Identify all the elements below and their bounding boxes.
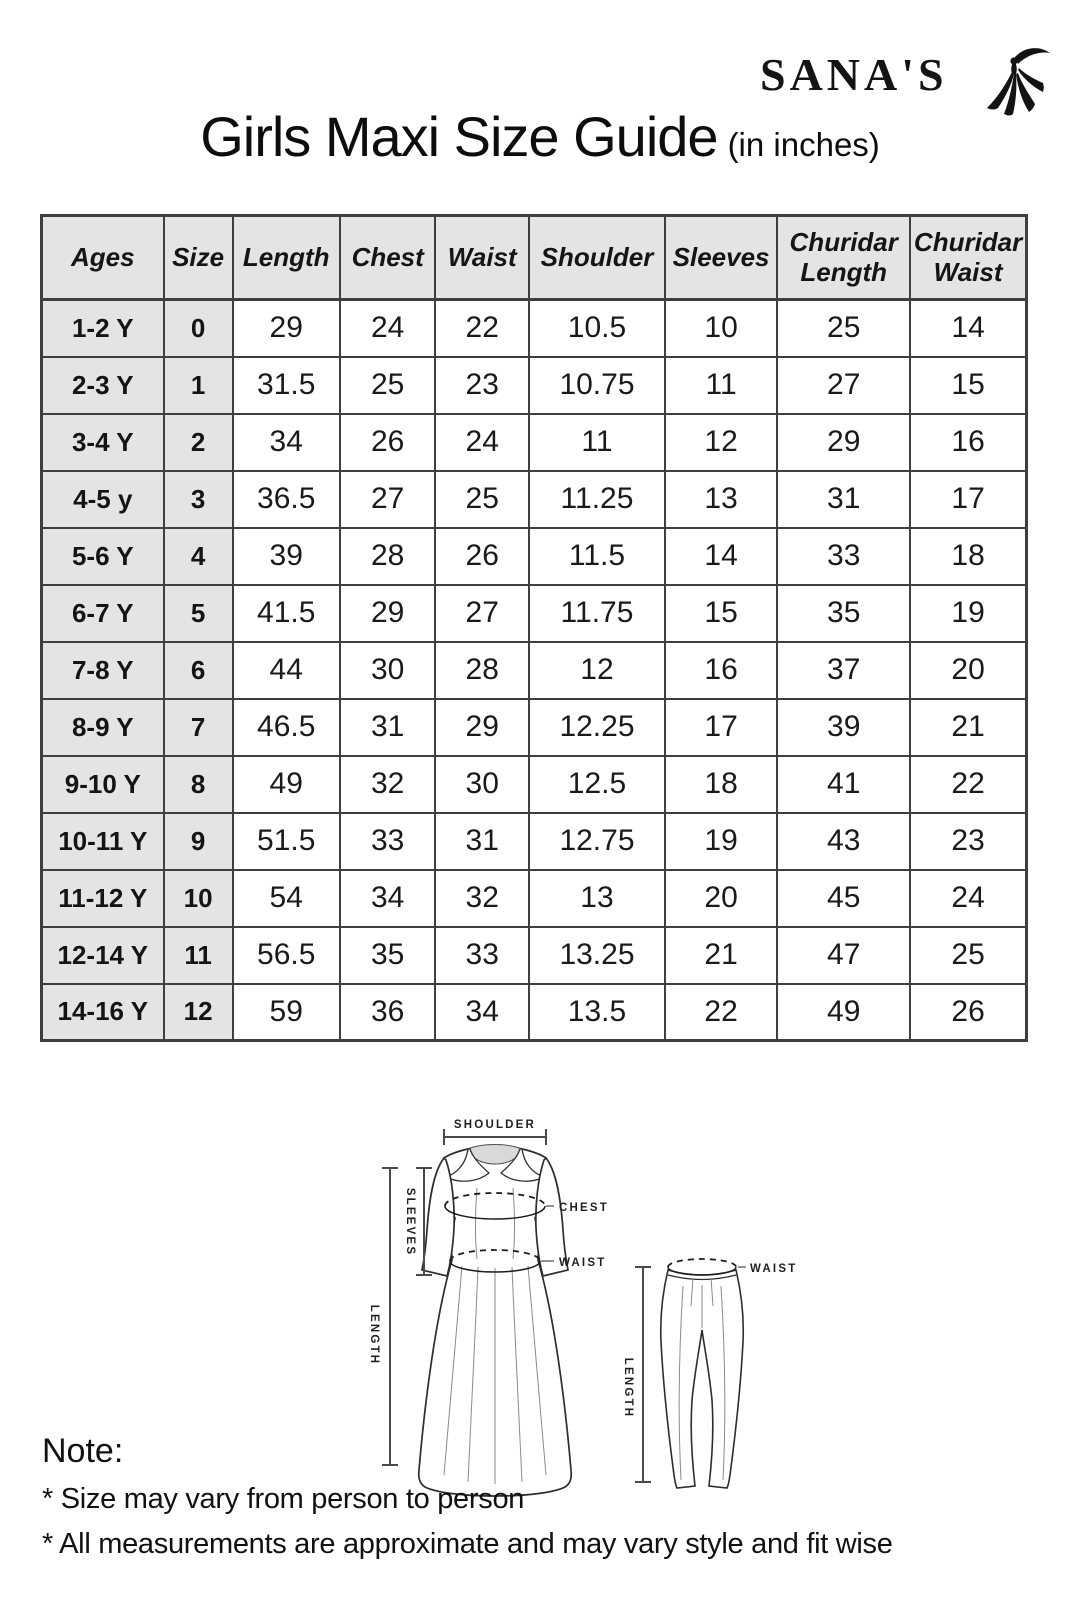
ages-cell: 11-12 Y [42,870,164,927]
value-cell: 39 [233,528,340,585]
sleeves-label: SLEEVES [404,1187,416,1257]
size-cell: 8 [164,756,233,813]
value-cell: 29 [340,585,436,642]
value-cell: 14 [910,300,1026,357]
value-cell: 11.5 [529,528,665,585]
value-cell: 37 [777,642,910,699]
value-cell: 43 [777,813,910,870]
value-cell: 29 [233,300,340,357]
value-cell: 47 [777,927,910,984]
column-header: Churidar Length [777,216,910,300]
value-cell: 27 [435,585,529,642]
value-cell: 26 [340,414,436,471]
ages-cell: 3-4 Y [42,414,164,471]
churidar-waist-label: WAIST [750,1263,798,1275]
dress-waist-label: WAIST [559,1257,607,1269]
value-cell: 36 [340,984,436,1041]
size-cell: 3 [164,471,233,528]
value-cell: 30 [435,756,529,813]
size-cell: 0 [164,300,233,357]
value-cell: 11.25 [529,471,665,528]
value-cell: 11.75 [529,585,665,642]
value-cell: 12.25 [529,699,665,756]
value-cell: 46.5 [233,699,340,756]
value-cell: 45 [777,870,910,927]
value-cell: 24 [340,300,436,357]
size-cell: 1 [164,357,233,414]
size-cell: 9 [164,813,233,870]
ages-cell: 7-8 Y [42,642,164,699]
value-cell: 12.5 [529,756,665,813]
value-cell: 22 [910,756,1026,813]
value-cell: 56.5 [233,927,340,984]
page-title-main: Girls Maxi Size Guide [200,105,718,168]
value-cell: 18 [665,756,777,813]
ages-cell: 9-10 Y [42,756,164,813]
value-cell: 41.5 [233,585,340,642]
page-title-unit: (in inches) [727,126,880,163]
value-cell: 34 [340,870,436,927]
value-cell: 15 [910,357,1026,414]
table-row [42,414,1027,471]
ages-cell: 4-5 y [42,471,164,528]
column-header: Chest [340,216,436,300]
table-row [42,642,1027,699]
value-cell: 35 [340,927,436,984]
value-cell: 19 [910,585,1026,642]
value-cell: 20 [910,642,1026,699]
size-cell: 12 [164,984,233,1041]
table-row [42,756,1027,813]
value-cell: 51.5 [233,813,340,870]
shoulder-label: SHOULDER [453,1119,537,1131]
ages-cell: 14-16 Y [42,984,164,1041]
value-cell: 13 [665,471,777,528]
churidar-length-label: LENGTH [622,1357,634,1419]
value-cell: 27 [777,357,910,414]
value-cell: 31 [340,699,436,756]
value-cell: 17 [665,699,777,756]
column-header: Size [164,216,233,300]
value-cell: 34 [233,414,340,471]
table-row [42,357,1027,414]
value-cell: 32 [435,870,529,927]
table-row [42,927,1027,984]
ages-cell: 1-2 Y [42,300,164,357]
value-cell: 59 [233,984,340,1041]
column-header: Sleeves [665,216,777,300]
value-cell: 39 [777,699,910,756]
value-cell: 10 [665,300,777,357]
size-cell: 7 [164,699,233,756]
value-cell: 31.5 [233,357,340,414]
value-cell: 12 [529,642,665,699]
value-cell: 16 [910,414,1026,471]
value-cell: 33 [340,813,436,870]
value-cell: 23 [435,357,529,414]
notes-section [42,1432,893,1561]
value-cell: 28 [340,528,436,585]
size-cell: 5 [164,585,233,642]
value-cell: 30 [340,642,436,699]
value-cell: 14 [665,528,777,585]
table-row [42,471,1027,528]
brand-name: SANA'S [760,49,948,100]
value-cell: 13.5 [529,984,665,1041]
value-cell: 34 [435,984,529,1041]
ages-cell: 2-3 Y [42,357,164,414]
size-table [40,214,1028,1042]
value-cell: 36.5 [233,471,340,528]
ages-cell: 5-6 Y [42,528,164,585]
value-cell: 49 [777,984,910,1041]
column-header: Ages [42,216,164,300]
value-cell: 28 [435,642,529,699]
table-row [42,300,1027,357]
value-cell: 12.75 [529,813,665,870]
ages-cell: 12-14 Y [42,927,164,984]
value-cell: 13.25 [529,927,665,984]
value-cell: 11 [529,414,665,471]
column-header: Churidar Waist [910,216,1026,300]
value-cell: 12 [665,414,777,471]
note-line: * All measurements are approximate and may vary style and fit wise [42,1528,893,1560]
table-row [42,984,1027,1041]
value-cell: 24 [435,414,529,471]
column-header: Length [233,216,340,300]
table-row [42,870,1027,927]
value-cell: 26 [910,984,1026,1041]
value-cell: 25 [777,300,910,357]
value-cell: 18 [910,528,1026,585]
value-cell: 33 [777,528,910,585]
value-cell: 31 [435,813,529,870]
value-cell: 13 [529,870,665,927]
value-cell: 10.75 [529,357,665,414]
ages-cell: 10-11 Y [42,813,164,870]
value-cell: 25 [910,927,1026,984]
size-cell: 4 [164,528,233,585]
value-cell: 29 [777,414,910,471]
value-cell: 54 [233,870,340,927]
value-cell: 41 [777,756,910,813]
value-cell: 25 [340,357,436,414]
value-cell: 35 [777,585,910,642]
size-cell: 10 [164,870,233,927]
value-cell: 25 [435,471,529,528]
value-cell: 21 [665,927,777,984]
chest-label: CHEST [559,1202,609,1214]
table-row [42,528,1027,585]
page-title [0,104,1080,169]
ages-cell: 6-7 Y [42,585,164,642]
value-cell: 31 [777,471,910,528]
value-cell: 11 [665,357,777,414]
value-cell: 22 [665,984,777,1041]
value-cell: 29 [435,699,529,756]
value-cell: 24 [910,870,1026,927]
value-cell: 21 [910,699,1026,756]
value-cell: 19 [665,813,777,870]
column-header: Waist [435,216,529,300]
column-header: Shoulder [529,216,665,300]
note-line: * Size may vary from person to person [42,1483,525,1515]
value-cell: 23 [910,813,1026,870]
value-cell: 27 [340,471,436,528]
value-cell: 17 [910,471,1026,528]
dress-length-label: LENGTH [368,1304,380,1366]
value-cell: 26 [435,528,529,585]
size-cell: 6 [164,642,233,699]
value-cell: 10.5 [529,300,665,357]
table-row [42,585,1027,642]
notes-heading: Note: [42,1432,124,1470]
value-cell: 16 [665,642,777,699]
value-cell: 33 [435,927,529,984]
value-cell: 15 [665,585,777,642]
value-cell: 44 [233,642,340,699]
ages-cell: 8-9 Y [42,699,164,756]
value-cell: 20 [665,870,777,927]
value-cell: 32 [340,756,436,813]
size-cell: 2 [164,414,233,471]
table-row [42,813,1027,870]
value-cell: 22 [435,300,529,357]
table-row [42,699,1027,756]
value-cell: 49 [233,756,340,813]
size-table-header [42,216,1027,300]
size-cell: 11 [164,927,233,984]
